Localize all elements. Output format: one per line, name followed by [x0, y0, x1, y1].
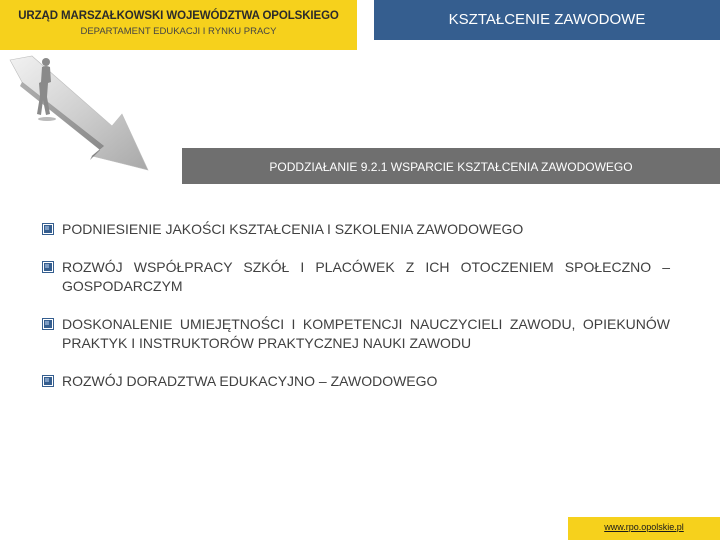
checkbox-square-icon [42, 318, 54, 330]
subheader-banner [182, 148, 720, 184]
figure-on-arrow-icon [0, 52, 190, 177]
list-item [40, 258, 670, 296]
list-item [40, 315, 670, 353]
checkbox-square-icon [42, 375, 54, 387]
header-subtitle: DEPARTAMENT EDUKACJI I RYNKU PRACY [80, 26, 277, 37]
footer-box [568, 517, 720, 540]
topic-banner [374, 0, 720, 40]
topic-title: KSZTAŁCENIE ZAWODOWE [448, 11, 646, 28]
bullet-text: ROZWÓJ WSPÓŁPRACY SZKÓŁ I PLACÓWEK Z ICH OTOCZENIEM SPOŁECZNO – GOSPODARCZYM [62, 259, 670, 294]
checkbox-square-icon [42, 261, 54, 273]
bullet-list [40, 220, 670, 391]
bullet-text: ROZWÓJ DORADZTWA EDUKACYJNO – ZAWODOWEGO [62, 373, 438, 389]
checkbox-square-icon [42, 223, 54, 235]
subheader-text: PODDZIAŁANIE 9.2.1 WSPARCIE KSZTAŁCENIA ZAWODOWEGO [269, 160, 633, 174]
header-box [0, 0, 357, 50]
website-link[interactable]: www.rpo.opolskie.pl [604, 522, 684, 532]
list-item [40, 220, 670, 239]
bullet-text: DOSKONALENIE UMIEJĘTNOŚCI I KOMPETENCJI NAUCZYCIELI ZAWODU, OPIEKUNÓW PRAKTYK I INSTRUKTORÓW PRAKTYCZNEJ NAUKI ZAWODU [62, 316, 670, 351]
bullet-text: PODNIESIENIE JAKOŚCI KSZTAŁCENIA I SZKOLENIA ZAWODOWEGO [62, 221, 524, 237]
list-item [40, 372, 670, 391]
header-title: URZĄD MARSZAŁKOWSKI WOJEWÓDZTWA OPOLSKIEGO [18, 10, 339, 22]
